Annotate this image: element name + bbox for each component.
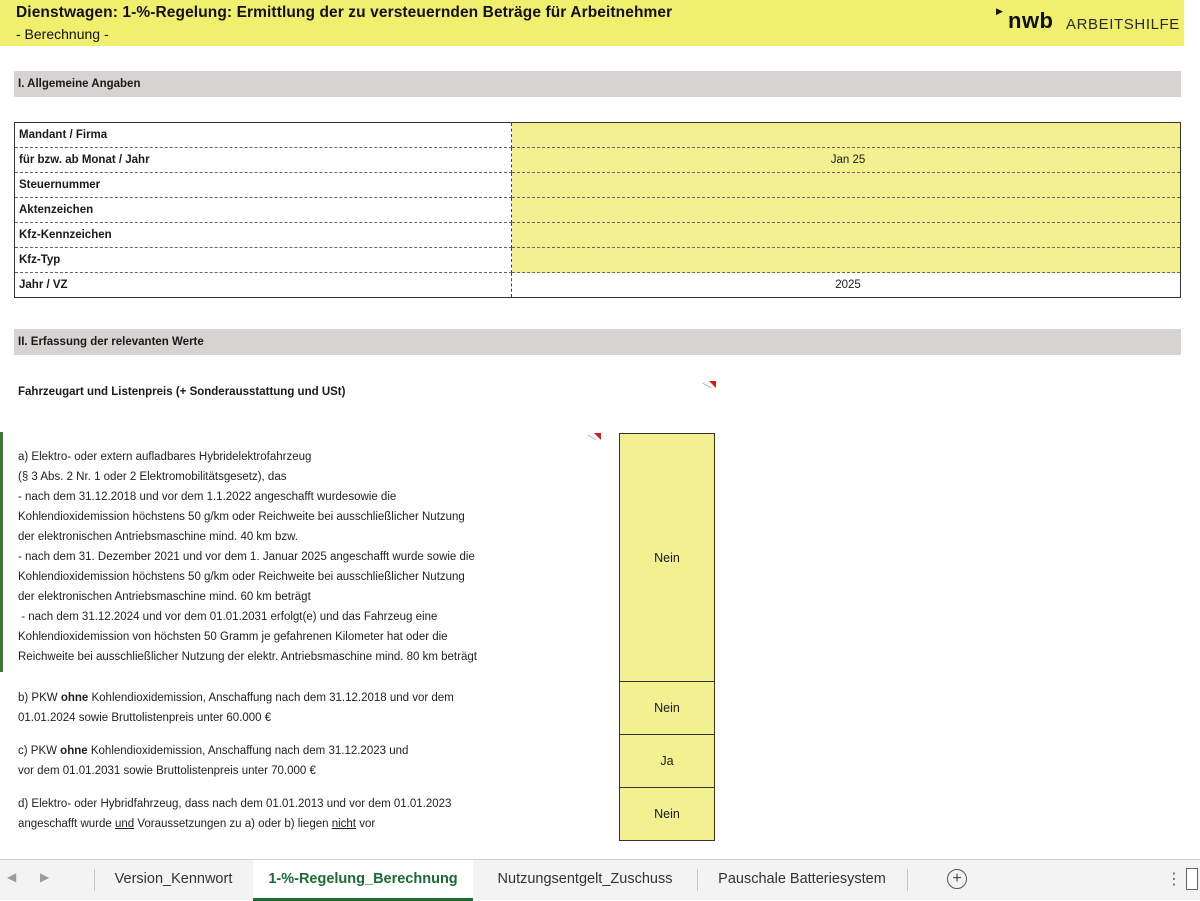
info-input-plate[interactable] bbox=[512, 223, 1181, 248]
option-a-line: (§ 3 Abs. 2 Nr. 1 oder 2 Elektromobilitätsgesetz), das bbox=[18, 471, 287, 483]
option-a-line: Kohlendioxidemission höchstens 50 g/km oder Reichweite bei ausschließlicher Nutzung bbox=[18, 571, 465, 583]
option-d-middle: Voraussetzungen zu a) oder b) liegen bbox=[134, 818, 332, 830]
page-title: Dienstwagen: 1-%-Regelung: Ermittlung der zu versteuernden Beträge für Arbeitnehmer bbox=[16, 4, 673, 21]
horizontal-scrollbar[interactable] bbox=[1186, 868, 1198, 890]
option-a-line: der elektronischen Antriebsmaschine mind. 60 km beträgt bbox=[18, 591, 311, 603]
option-c-text bbox=[18, 741, 408, 781]
option-a-text bbox=[18, 447, 477, 667]
table-row bbox=[15, 198, 1181, 223]
option-a-line: Kohlendioxidemission höchstens 50 g/km oder Reichweite bei ausschließlicher Nutzung bbox=[18, 511, 465, 523]
option-a-line: Reichweite bei ausschließlicher Nutzung der elektr. Antriebsmaschine mind. 80 km beträgt bbox=[18, 651, 477, 663]
option-d-text bbox=[18, 794, 451, 834]
more-options-icon[interactable]: ⋮ bbox=[1166, 871, 1182, 888]
option-c-select[interactable]: Ja bbox=[619, 734, 715, 788]
table-row bbox=[15, 273, 1181, 298]
option-a-line: Kohlendioxidemission von höchsten 50 Gramm je gefahrenen Kilometer hat oder die bbox=[18, 631, 448, 643]
option-b-select[interactable]: Nein bbox=[619, 681, 715, 735]
info-label: für bzw. ab Monat / Jahr bbox=[15, 148, 512, 173]
logo-arrow-icon: ▶ bbox=[996, 6, 1003, 16]
table-row bbox=[15, 223, 1181, 248]
table-row bbox=[15, 248, 1181, 273]
sheet-tab-bar bbox=[0, 859, 1200, 900]
general-info-table bbox=[14, 122, 1181, 298]
option-a-line: der elektronischen Antriebsmaschine mind. 40 km bzw. bbox=[18, 531, 298, 543]
option-b-suffix: Kohlendioxidemission, Anschaffung nach dem 31.12.2018 und vor dem bbox=[88, 692, 454, 704]
option-a-select[interactable]: Nein bbox=[619, 433, 715, 682]
option-b-line: 01.01.2024 sowie Bruttolistenpreis unter 60.000 € bbox=[18, 712, 272, 724]
vehicle-heading: Fahrzeugart und Listenpreis (+ Sonderausstattung und USt) bbox=[18, 386, 346, 398]
option-b-emphasis: ohne bbox=[60, 692, 89, 704]
option-d-underline-und: und bbox=[114, 818, 135, 830]
tab-batteriesystem[interactable]: Pauschale Batteriesystem bbox=[718, 871, 886, 887]
option-b-text bbox=[18, 688, 454, 728]
option-d-select[interactable]: Nein bbox=[619, 787, 715, 841]
info-label: Kfz-Typ bbox=[15, 248, 512, 273]
page-subtitle: - Berechnung - bbox=[16, 26, 109, 42]
option-c-emphasis: ohne bbox=[60, 745, 88, 757]
option-d-line: d) Elektro- oder Hybridfahrzeug, dass nach dem 01.01.2013 und vor dem 01.01.2023 bbox=[18, 798, 452, 810]
option-a-line: a) Elektro- oder extern aufladbares Hybridelektrofahrzeug bbox=[18, 451, 312, 463]
table-row bbox=[15, 148, 1181, 173]
option-c-prefix: c) PKW bbox=[18, 745, 61, 757]
info-label: Mandant / Firma bbox=[15, 123, 512, 148]
tab-nutzungsentgelt[interactable]: Nutzungsentgelt_Zuschuss bbox=[497, 871, 673, 887]
option-d-line bbox=[18, 814, 451, 834]
option-c-line: vor dem 01.01.2031 sowie Bruttolistenpreis unter 70.000 € bbox=[18, 765, 316, 777]
info-input-vehicle-type[interactable] bbox=[512, 248, 1181, 273]
option-c-suffix: Kohlendioxidemission, Anschaffung nach dem 31.12.2023 und bbox=[87, 745, 409, 757]
option-d-prefix: angeschafft wurde bbox=[18, 818, 115, 830]
table-row bbox=[15, 173, 1181, 198]
tab-scroll-right-icon[interactable]: ▶ bbox=[40, 870, 50, 884]
option-a-line: - nach dem 31.12.2024 und vor dem 01.01.2031 erfolgt(e) und das Fahrzeug eine bbox=[18, 611, 438, 623]
tab-scroll-left-icon[interactable]: ◀ bbox=[7, 870, 17, 884]
info-value-year: 2025 bbox=[512, 273, 1181, 298]
info-input-file-ref[interactable] bbox=[512, 198, 1181, 223]
option-c-line bbox=[18, 741, 408, 761]
tab-divider bbox=[907, 869, 908, 891]
row-selection-line bbox=[0, 432, 3, 672]
section-values-header: II. Erfassung der relevanten Werte bbox=[14, 329, 1181, 355]
option-a-line: - nach dem 31. Dezember 2021 und vor dem 1. Januar 2025 angeschafft wurde sowie die bbox=[18, 551, 475, 563]
option-d-underline-nicht: nicht bbox=[331, 818, 356, 830]
add-sheet-icon[interactable]: + bbox=[947, 869, 967, 889]
section-general-header: I. Allgemeine Angaben bbox=[14, 71, 1181, 97]
info-input-month[interactable]: Jan 25 bbox=[512, 148, 1181, 173]
logo-text: ARBEITSHILFE bbox=[1066, 16, 1180, 33]
option-d-suffix: vor bbox=[356, 818, 376, 830]
info-label: Steuernummer bbox=[15, 173, 512, 198]
option-b-line bbox=[18, 688, 454, 708]
option-a-line: - nach dem 31.12.2018 und vor dem 1.1.2022 angeschafft wurdesowie die bbox=[18, 491, 397, 503]
info-label: Aktenzeichen bbox=[15, 198, 512, 223]
option-b-prefix: b) PKW bbox=[18, 692, 61, 704]
info-label: Jahr / VZ bbox=[15, 273, 512, 298]
info-label: Kfz-Kennzeichen bbox=[15, 223, 512, 248]
tab-berechnung[interactable]: 1-%-Regelung_Berechnung bbox=[253, 860, 473, 901]
logo-bold-text: nwb bbox=[1008, 8, 1054, 33]
tab-version-kennwort[interactable]: Version_Kennwort bbox=[114, 871, 233, 887]
info-input-mandant[interactable] bbox=[512, 123, 1181, 148]
table-row bbox=[15, 123, 1181, 148]
comment-indicator-icon[interactable] bbox=[594, 433, 601, 440]
info-input-tax-number[interactable] bbox=[512, 173, 1181, 198]
comment-indicator-icon[interactable] bbox=[709, 381, 716, 388]
document-header bbox=[0, 0, 1184, 46]
